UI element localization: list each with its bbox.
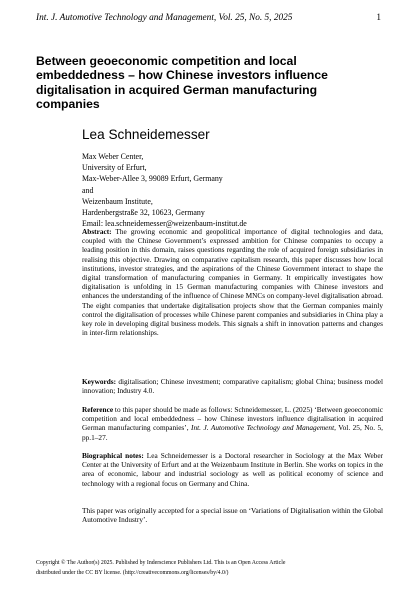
author-name: Lea Schneidemesser <box>82 127 210 142</box>
paper-title: Between geoeconomic competition and local embeddedness – how Chinese investors influence digitalisation in acquired German manufacturing companies <box>36 54 328 112</box>
affiliation-line: and <box>82 185 94 195</box>
reference-label: Reference <box>82 405 114 414</box>
abstract-label: Abstract: <box>82 227 112 236</box>
bio-label: Biographical notes: <box>82 451 144 460</box>
running-header <box>36 13 381 27</box>
author-email[interactable]: Email: lea.schneidemesser@weizenbaum-institut.de <box>82 219 247 229</box>
author-affiliation <box>82 151 382 229</box>
affiliation-line: University of Erfurt, <box>82 163 147 173</box>
abstract-text: The growing economic and geopolitical importance of digital technologies and data, coupled with the Chinese Government’s expressed ambition for Chinese companies to occupy a leading position in this domain, raises questions regarding the role of acquired foreign subsidiaries in realising this objective. Drawing on comparative capitalism research, this paper discusses how local institutions, investor strategies, and the aspirations of the Chinese Government interact to shape the digital transformation of manufacturing companies in Germany. It empirically investigates how digitalisation is unfolding in 15 German manufacturing companies with Chinese investors and enhances the understanding of the influence of Chinese MNCs on company-level digitalisation abroad. The eight companies that undertake digitalisation projects show that the German companies mainly control the digitalisation of processes while Chinese parent companies and subsidiaries in China play a key role in developing digital business models. This signals a shift in innovation patterns and changes in inter-firm relationships. <box>82 227 383 338</box>
citation-reference <box>82 405 383 442</box>
reference-text: to this paper should be made as follows: Schneidemesser, L. (2025) ‘Between geoeconomic competition and local embeddedness – how Chinese investors influence digitalisation in acquired German manufacturing companies’, <box>82 405 383 433</box>
abstract <box>82 227 383 337</box>
copyright-footer <box>36 558 381 578</box>
keywords <box>82 377 383 395</box>
reference-details: , Vol. 25, No. 5, pp.1–27. <box>82 423 384 442</box>
affiliation-line: Max Weber Center, <box>82 152 144 161</box>
copyright-line: Copyright © The Author(s) 2025. Published by Inderscience Publishers Ltd. This is an Open Access Article <box>36 560 286 566</box>
affiliation-line: Max-Weber-Allee 3, 99089 Erfurt, Germany <box>82 174 223 184</box>
keywords-label: Keywords: <box>82 377 117 386</box>
biographical-notes <box>82 451 383 488</box>
page-number: 1 <box>376 13 381 23</box>
bio-text: Lea Schneidemesser is a Doctoral researcher in Sociology at the Max Weber Center at the University of Erfurt and at the Weizenbaum Institute in Berlin. She works on topics in the area of economic, labour and industrial sociology as well as political economy of science and technology with a regional focus on Germany and China. <box>82 451 384 488</box>
journal-title: Int. J. Automotive Technology and Management, Vol. 25, No. 5, 2025 <box>36 13 293 23</box>
keywords-text: digitalisation; Chinese investment; comparative capitalism; global China; business model innovation; Industry 4.0. <box>82 377 383 396</box>
affiliation-line: Hardenbergstraße 32, 10623, Germany <box>82 208 205 218</box>
publication-note: This paper was originally accepted for a special issue on ‘Variations of Digitalisation within the Global Automotive Industry’. <box>82 506 383 525</box>
affiliation-line: Weizenbaum Institute, <box>82 196 153 206</box>
license-line[interactable]: distributed under the CC BY license. (http://creativecommons.org/licenses/by/4.0/) <box>36 570 229 576</box>
reference-journal: Int. J. Automotive Technology and Management <box>191 423 335 433</box>
